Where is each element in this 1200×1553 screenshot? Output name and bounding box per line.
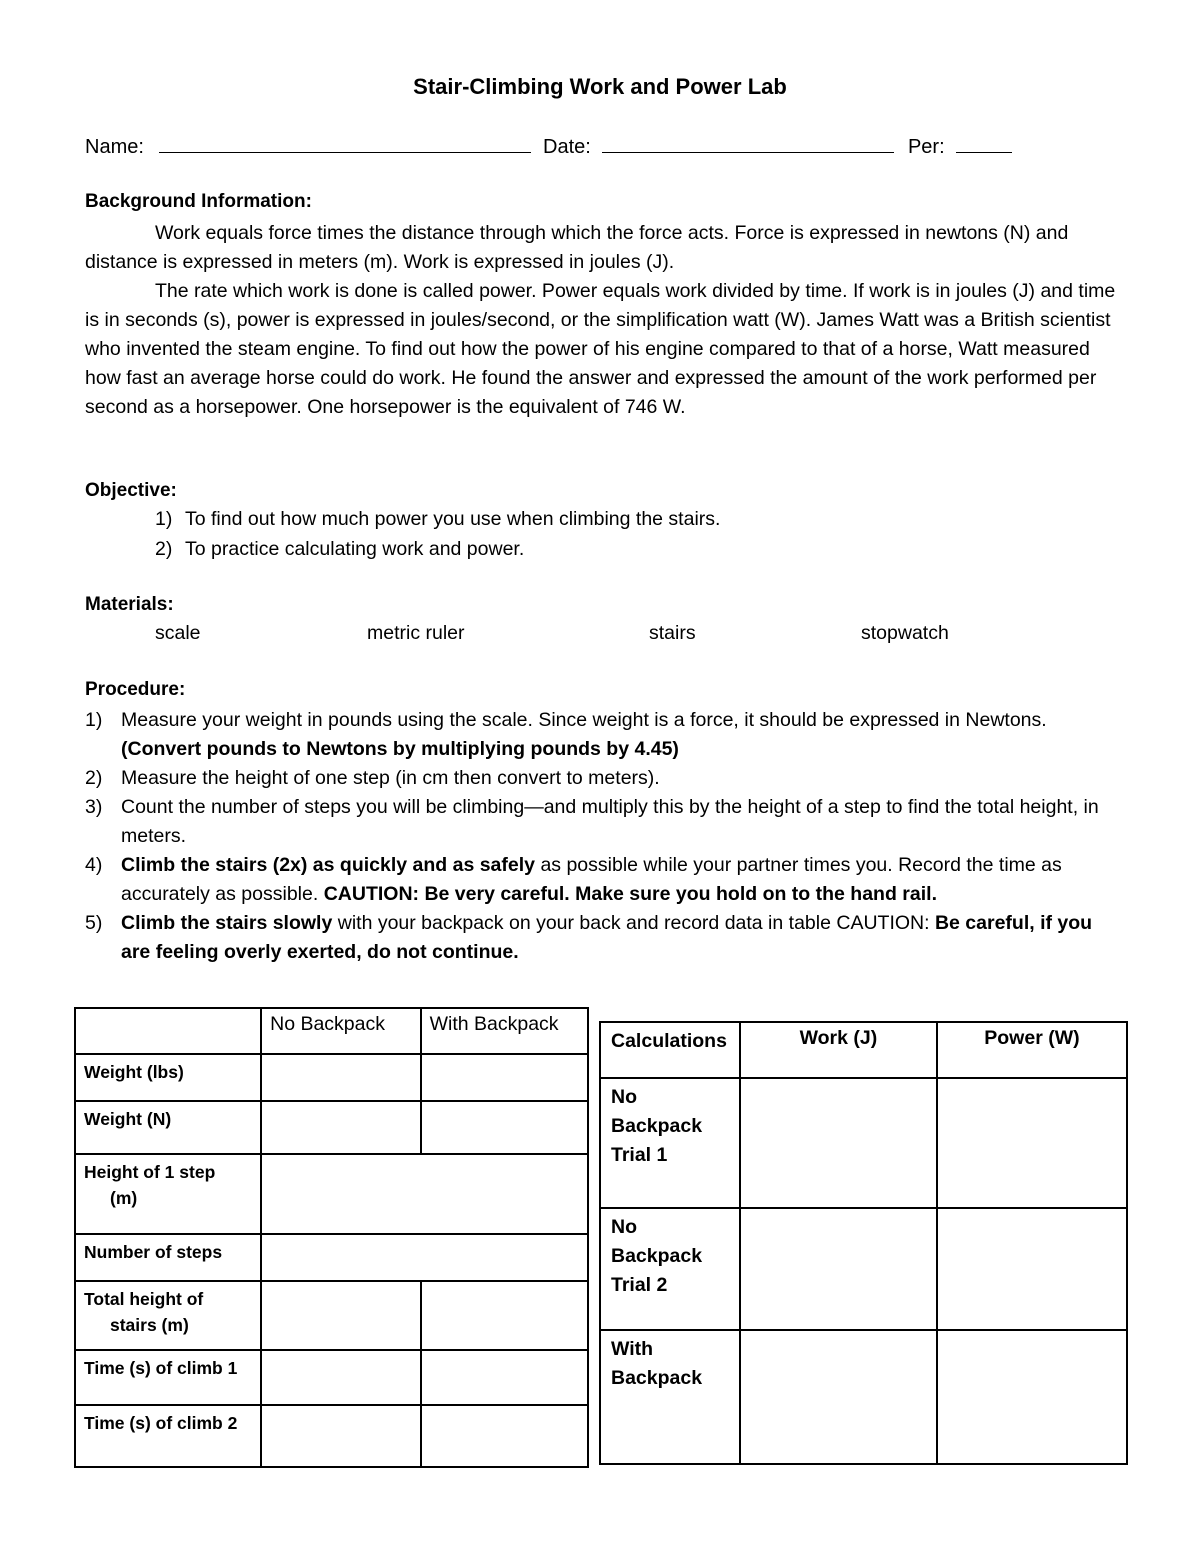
row-label-total-height: Total height of stairs (m) bbox=[75, 1281, 261, 1350]
input-cell[interactable] bbox=[421, 1350, 588, 1405]
background-paragraph-1: Work equals force times the distance through which the force acts. Force is expressed in newtons (N) and distance is expressed in meters (m). Work is expressed in joules (J). bbox=[85, 222, 1069, 273]
header-fields bbox=[85, 134, 1012, 159]
input-cell[interactable] bbox=[937, 1208, 1127, 1330]
input-cell[interactable] bbox=[261, 1405, 420, 1467]
table-row bbox=[75, 1101, 588, 1154]
material-scale: scale bbox=[155, 622, 201, 644]
table-row bbox=[75, 1350, 588, 1405]
input-cell[interactable] bbox=[421, 1281, 588, 1350]
row-label-no-backpack-trial-2: No Backpack Trial 2 bbox=[600, 1208, 740, 1330]
materials-heading: Materials: bbox=[85, 594, 174, 615]
background-text bbox=[85, 219, 1120, 422]
list-item: 1) To find out how much power you use when climbing the stairs. bbox=[155, 508, 721, 530]
table-row bbox=[75, 1154, 588, 1234]
input-cell[interactable] bbox=[937, 1078, 1127, 1208]
name-label: Name: bbox=[85, 136, 144, 158]
row-label-with-backpack: With Backpack bbox=[600, 1330, 740, 1464]
period-blank[interactable] bbox=[956, 134, 1012, 153]
input-cell[interactable] bbox=[421, 1405, 588, 1467]
table-row bbox=[75, 1281, 588, 1350]
objective-heading: Objective: bbox=[85, 480, 177, 501]
input-cell[interactable] bbox=[261, 1154, 588, 1234]
table-row bbox=[600, 1078, 1127, 1208]
row-label-time-climb-2: Time (s) of climb 2 bbox=[75, 1405, 261, 1467]
material-stopwatch: stopwatch bbox=[861, 622, 949, 644]
table-row bbox=[600, 1022, 1127, 1078]
input-cell[interactable] bbox=[740, 1330, 937, 1464]
col-header-power: Power (W) bbox=[937, 1022, 1127, 1078]
row-label-number-of-steps: Number of steps bbox=[75, 1234, 261, 1281]
procedure-heading: Procedure: bbox=[85, 679, 186, 700]
input-cell[interactable] bbox=[261, 1101, 420, 1154]
table-row bbox=[75, 1008, 588, 1054]
calculations-header: Calculations bbox=[600, 1022, 740, 1078]
table-row bbox=[600, 1208, 1127, 1330]
procedure-step-3: 3) Count the number of steps you will be climbing—and multiply this by the height of a step to find the total height, in meters. bbox=[85, 796, 1099, 847]
table-corner-cell bbox=[75, 1008, 261, 1054]
page-title: Stair-Climbing Work and Power Lab bbox=[413, 74, 787, 99]
name-blank[interactable] bbox=[159, 134, 531, 153]
data-table bbox=[74, 1007, 589, 1468]
background-paragraph-2: The rate which work is done is called power. Power equals work divided by time. If work is in joules (J) and time is in seconds (s), power is expressed in joules/second, or the simplification watt (W). James Watt was a British scientist who invented the steam engine. To find out how the power of his engine compared to that of a horse, Watt measured how fast an average horse could do work. He found the answer and expressed the amount of the work performed per second as a horsepower. One horsepower is the equivalent of 746 W. bbox=[85, 280, 1116, 418]
input-cell[interactable] bbox=[740, 1208, 937, 1330]
input-cell[interactable] bbox=[740, 1078, 937, 1208]
procedure-step-4: 4) Climb the stairs (2x) as quickly and as safely as possible while your partner times you. Record the time as accurately as possible. CAUTION: Be very careful. Make sure you hold on to the hand rail. bbox=[85, 854, 1062, 905]
calculations-table bbox=[599, 1021, 1128, 1465]
input-cell[interactable] bbox=[421, 1101, 588, 1154]
row-label-weight-n: Weight (N) bbox=[75, 1101, 261, 1154]
procedure-step-1: 1) Measure your weight in pounds using the scale. Since weight is a force, it should be expressed in Newtons. (Convert pounds to Newtons by multiplying pounds by 4.45) bbox=[85, 709, 1047, 760]
date-label: Date: bbox=[543, 136, 591, 158]
row-label-no-backpack-trial-1: No Backpack Trial 1 bbox=[600, 1078, 740, 1208]
table-row bbox=[600, 1330, 1127, 1464]
row-label-time-climb-1: Time (s) of climb 1 bbox=[75, 1350, 261, 1405]
objective-list bbox=[155, 505, 720, 564]
list-item: 2) To practice calculating work and power. bbox=[155, 537, 525, 560]
per-label: Per: bbox=[907, 136, 945, 158]
input-cell[interactable] bbox=[261, 1054, 420, 1101]
table-row bbox=[75, 1405, 588, 1467]
material-stairs: stairs bbox=[649, 622, 696, 644]
date-blank[interactable] bbox=[602, 134, 894, 153]
input-cell[interactable] bbox=[261, 1350, 420, 1405]
procedure-step-5: 5) Climb the stairs slowly with your backpack on your back and record data in table CAUTION: Be careful, if you are feeling overly exerted, do not continue. bbox=[85, 912, 1093, 963]
col-header-with-backpack: With Backpack bbox=[421, 1008, 588, 1054]
row-label-step-height: Height of 1 step (m) bbox=[75, 1154, 261, 1234]
material-metric-ruler: metric ruler bbox=[367, 622, 465, 644]
table-row bbox=[75, 1054, 588, 1101]
procedure-list bbox=[85, 706, 1125, 967]
row-label-weight-lbs: Weight (lbs) bbox=[75, 1054, 261, 1101]
col-header-no-backpack: No Backpack bbox=[261, 1008, 420, 1054]
input-cell[interactable] bbox=[937, 1330, 1127, 1464]
background-heading: Background Information: bbox=[85, 191, 312, 212]
input-cell[interactable] bbox=[261, 1281, 420, 1350]
procedure-step-2: 2) Measure the height of one step (in cm then convert to meters). bbox=[85, 767, 660, 789]
input-cell[interactable] bbox=[421, 1054, 588, 1101]
input-cell[interactable] bbox=[261, 1234, 588, 1281]
table-row bbox=[75, 1234, 588, 1281]
col-header-work: Work (J) bbox=[740, 1022, 937, 1078]
